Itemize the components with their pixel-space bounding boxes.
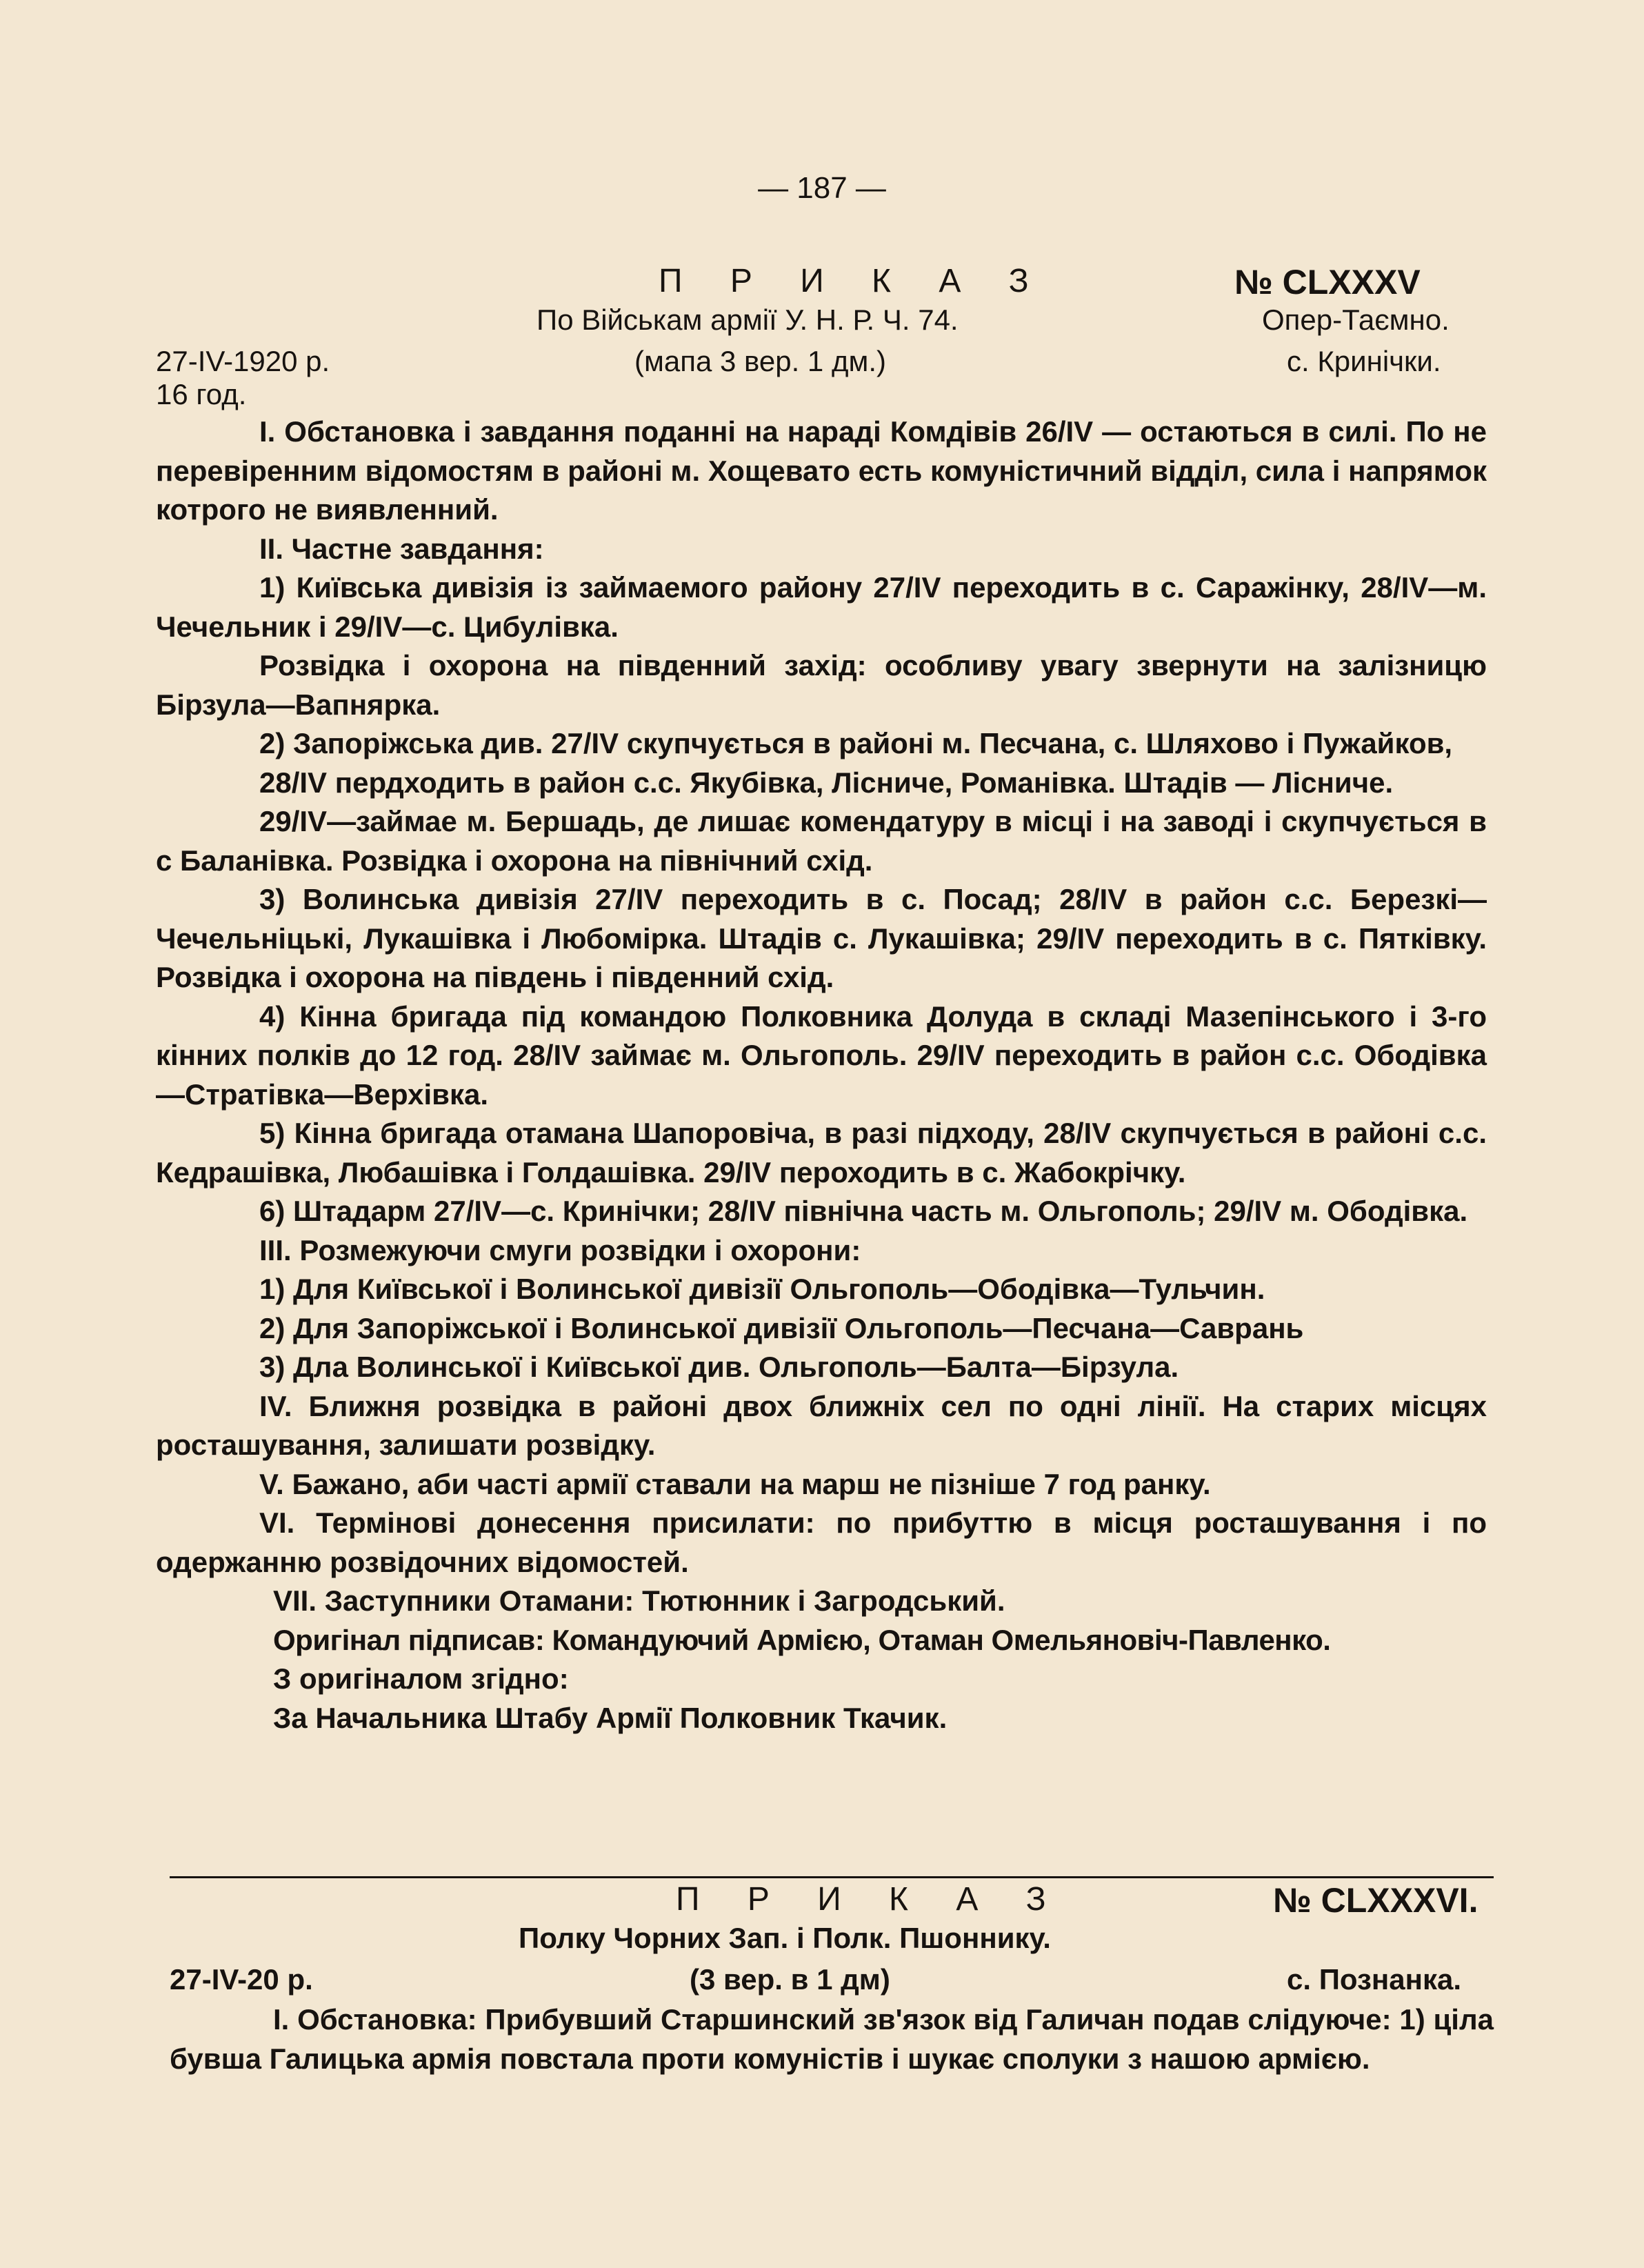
order1-paragraph: 5) Кінна бригада отамана Шапоровіча, в разі підходу, 28/IV скупчується в районі с.с. Кедрашівка, Любашівка і Голдашівка. 29/IV пероходить в с. Жабокрічку.	[156, 1117, 1487, 1188]
order1-paragraph: IV. Ближня розвідка в районі двох ближніх сел по одні лінії. На старих місцях росташування, залишати розвідку.	[156, 1389, 1487, 1461]
order1-paragraph: 1) Для Київської і Волинської дивізії Ольгополь—Ободівка—Тульчин.	[259, 1273, 1265, 1305]
order2-title: П Р И К А З	[676, 1881, 1065, 1918]
order1-paragraph: V. Бажано, аби часті армії ставали на марш не пізніше 7 год ранку.	[259, 1467, 1211, 1500]
order2-date: 27-IV-20 р.	[170, 1963, 313, 1996]
order1-place: с. Кринічки.	[1287, 345, 1441, 377]
order1-paragraph: 2) Для Запоріжської і Волинської дивізії Ольгополь—Песчана—Саврань	[259, 1311, 1304, 1344]
order1-map: (мапа 3 вер. 1 дм.)	[634, 345, 886, 377]
order1-signatory: За Начальника Штабу Армії Полковник Ткачик.	[273, 1701, 948, 1734]
order1-number: № CLXXXV	[1234, 263, 1421, 301]
page-number: — 187 —	[758, 171, 886, 205]
order1-title: П Р И К А З	[659, 263, 1048, 299]
order1-subtitle: По Військам армії У. Н. Р. Ч. 74.	[537, 304, 959, 336]
order1-paragraph: 2) Запоріжська див. 27/IV скупчується в районі м. Песчана, с. Шляхово і Пужайков,	[259, 727, 1453, 759]
order1-signature: Оригінал підписав: Командуючий Армією, Отаман Омельяновіч-Павленко.	[273, 1623, 1331, 1656]
order2-paragraph: I. Обстановка: Прибувший Старшинский зв'язок від Галичан подав слідуюче: 1) ціла бувша Галицька армія повстала проти комуністів і шукає сполуки з нашою армією.	[170, 2003, 1494, 2075]
order1-paragraph: 3) Волинська дивізія 27/IV переходить в с. Посад; 28/IV в район с.с. Березкі—Чечельніцькі, Лукашівка і Любомірка. Штадів с. Лукашівка; 29/IV переходить в с. Пятківку. Розвідка і охорона на південь і південний схід.	[156, 883, 1487, 993]
order1-paragraph: III. Розмежуючи смуги розвідки і охорони:	[259, 1233, 861, 1266]
order1-time: 16 год.	[156, 378, 247, 410]
order1-classification: Опер-Таємно.	[1262, 304, 1450, 336]
order1-date: 27-IV-1920 р.	[156, 345, 330, 377]
order2-place: с. Познанка.	[1287, 1963, 1462, 1996]
order1-paragraph: VI. Термінові донесення присилати: по прибуттю в місця росташування і по одержанню розвідочних відомостей.	[156, 1506, 1487, 1578]
order1-paragraph: II. Частне завдання:	[259, 532, 544, 565]
order2-body	[170, 2000, 1494, 2078]
order1-paragraph: 3) Дла Волинської і Київської див. Ольгополь—Балта—Бірзула.	[259, 1351, 1179, 1383]
order1-paragraph: 4) Кінна бригада під командою Полковника Долуда в складі Мазепінського і 3-го кінних полків до 12 год. 28/IV займає м. Ольгополь. 29/IV переходить в район с.с. Ободівка—Стратівка—Верхівка.	[156, 999, 1487, 1111]
order2-number: № CLXXXVI.	[1273, 1881, 1478, 1920]
order1-certification: З оригіналом згідно:	[273, 1662, 569, 1695]
order2-subtitle: Полку Чорних Зап. і Полк. Пшоннику.	[519, 1922, 1051, 1954]
order1-paragraph: VII. Заступники Отамани: Тютюнник і Загродський.	[273, 1584, 1005, 1617]
order1-paragraph: 29/IV—займае м. Бершадь, де лишає комендатуру в місці і на заводі і скупчується в с Баланівка. Розвідка і охорона на північний схід.	[156, 805, 1487, 877]
order2-map: (3 вер. в 1 дм)	[690, 1963, 890, 1996]
section-divider	[170, 1876, 1494, 1878]
order1-paragraph: 28/IV пердходить в район с.с. Якубівка, Лісниче, Романівка. Штадів — Лісниче.	[259, 766, 1394, 799]
order1-body	[156, 412, 1487, 1738]
order1-paragraph: 6) Штадарм 27/IV—с. Кринічки; 28/IV північна часть м. Ольгополь; 29/IV м. Ободівка.	[259, 1195, 1468, 1227]
order1-paragraph: 1) Київська дивізія із займаемого району 27/IV переходить в с. Саражінку, 28/IV—м. Чечельник і 29/IV—с. Цибулівка.	[156, 571, 1487, 643]
order1-paragraph: Розвідка і охорона на південний захід: особливу увагу звернути на залізницю Бірзула—Вапнярка.	[156, 649, 1487, 721]
order1-paragraph: I. Обстановка і завдання поданні на нараді Комдівів 26/IV — остаються в силі. По не перевіренним відомостям в районі м. Хощевато есть комуністичний відділ, сила і напрямок котрого не виявленний.	[156, 415, 1487, 526]
